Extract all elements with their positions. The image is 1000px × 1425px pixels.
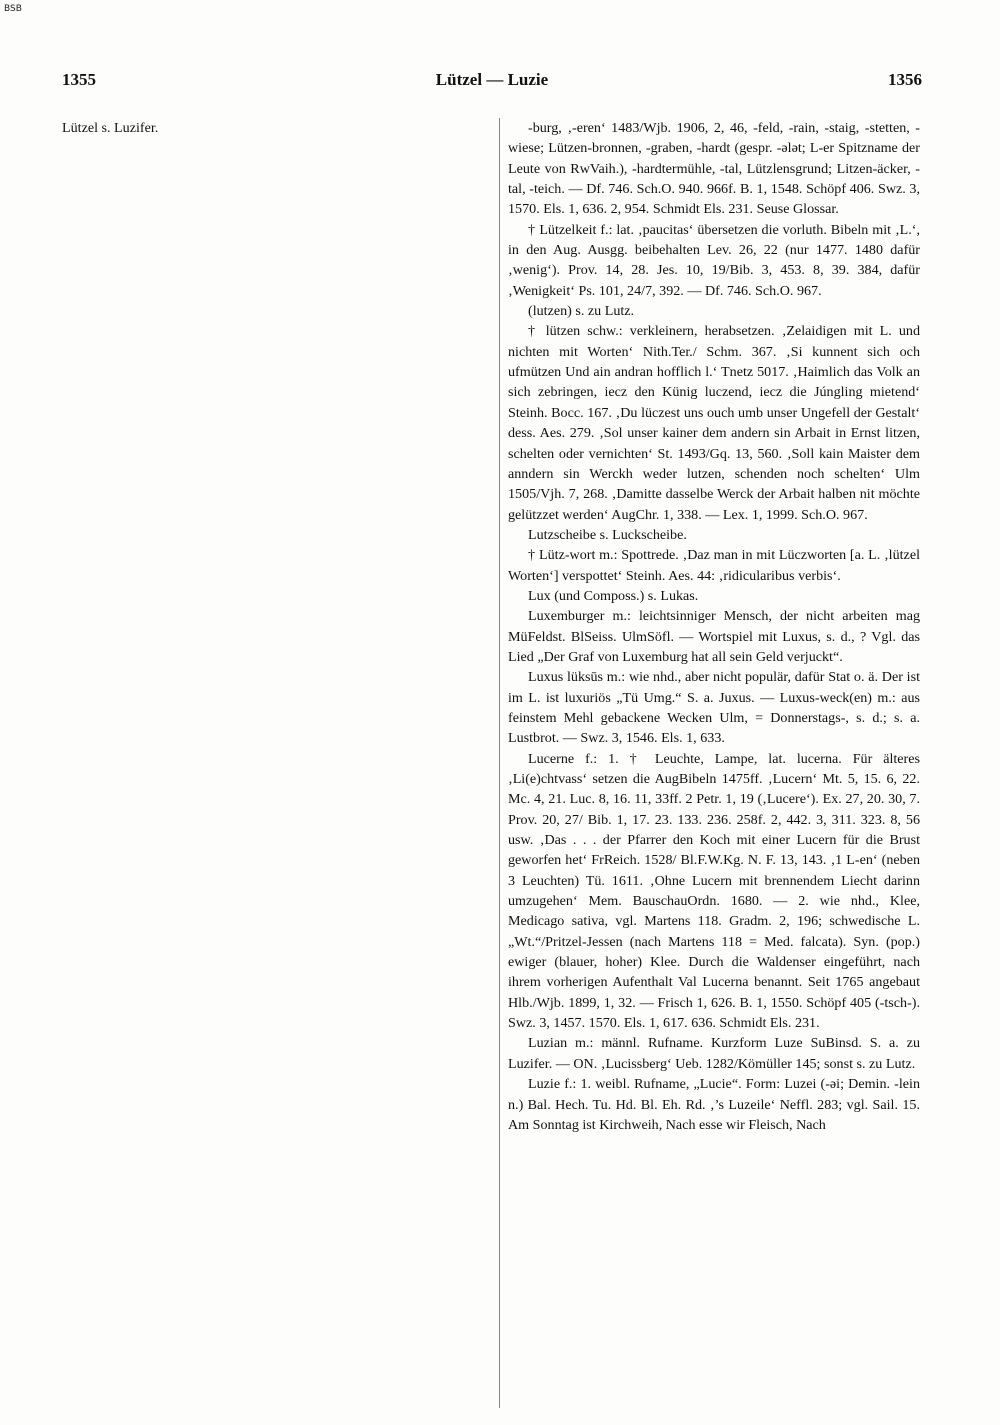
- entry-paragraph: Luxemburger m.: leichtsinniger Mensch, der nicht arbeiten mag MüFeldst. BlSeiss. UlmSöfl. — Wortspiel mit Luxus, s. d., ? Vgl. das Lied „Der Graf von Luxemburg hat all sein Geld verjuckt“.: [508, 608, 920, 665]
- page-number-right: 1356: [888, 70, 922, 89]
- page-number-left: 1355: [62, 70, 96, 89]
- entry-paragraph: Lutzscheibe s. Luckscheibe.: [528, 526, 687, 543]
- entry-paragraph: † Lützelkeit f.: lat. ‚paucitas‘ übersetzen die vorluth. Bibeln mit ‚L.‘, in den Aug. Ausgg. beibehalten Lev. 26, 22 (nur 1477. 1480 dafür ‚wenig‘). Prov. 14, 28. Jes. 10, 19/Bib. 3, 453. 8, 39. 384, dafür ‚Wenigkeit‘ Ps. 101, 24/7, 392. — Df. 746. Sch.O. 967.: [508, 221, 920, 299]
- entry-paragraph: † lützen schw.: verkleinern, herabsetzen. ‚Zelaidigen mit L. und nichten mit Worten‘ Nith.Ter./ Schm. 367. ‚Si kunnent sich och ufmützen Und ain andran hofflich l.‘ Tnetz 5017. ‚Haimlich das Volk an sich zebringen, iecz den Künig luczend, iecz die Júngling mietend‘ Steinh. Bocc. 167. ‚Du lüczest uns ouch umb unser Ungefell der Gestalt‘ dess. Aes. 279. ‚Sol unser kainer dem andern sin Arbait in Ernst litzen, schelten oder vernichten‘ St. 1493/Gq. 13, 560. ‚Soll kain Maister dem anndern sin Werckh weder lutzen, schenden noch schelten‘ Ulm 1505/Vjh. 7, 268. ‚Damitte dasselbe Werck der Arbait halben nit möchte gelützzet werden‘ AugChr. 1, 338. — Lex. 1, 1999. Sch.O. 967.: [508, 323, 920, 523]
- entry-paragraph: Lux (und Composs.) s. Lukas.: [528, 587, 699, 604]
- running-title: Lützel — Luzie: [435, 70, 549, 89]
- entry-paragraph: Luzie f.: 1. weibl. Rufname, „Lucie“. Form: Luzei (-əi; Demin. -lein n.) Bal. Hech. Tu. Hd. Bl. Eh. Rd. ‚’s Luzeile‘ Neffl. 283; vgl. Sail. 15. Am Sonntag ist Kirchweih, Nach esse wir Fleisch, Nach: [508, 1076, 920, 1133]
- right-column: [508, 118, 920, 1408]
- entry-paragraph: Lucerne f.: 1. † Leuchte, Lampe, lat. lucerna. Für älteres ‚Li(e)chtvass‘ setzen die AugBibeln 1475ff. ‚Lucern‘ Mt. 5, 15. 6, 22. Mc. 4, 21. Luc. 8, 16. 11, 33ff. 2 Petr. 1, 19 (‚Lucere‘). Ex. 27, 20. 30, 7. Prov. 20, 27/ Bib. 1, 17. 23. 133. 236. 258f. 2, 442. 3, 311. 323. 8, 56 usw. ‚Das . . . der Pfarrer den Koch mit einer Lucern für die Brust geworfen het‘ FrReich. 1528/ Bl.F.W.Kg. N. F. 13, 143. ‚1 L-en‘ (neben 3 Leuchten) Tü. 1611. ‚Ohne Lucern mit brennendem Liecht darinn umzugehen‘ Mem. BauschauOrdn. 1680. — 2. wie nhd., Klee, Medicago sativa, vgl. Martens 118. Gradm. 2, 196; schwedische L. „Wt.“/Pritzel-Jessen (nach Martens 118 = Med. falcata). Syn. (pop.) ewiger (blauer, hoher) Klee. Durch die Waldenser eingeführt, nach ihrem vorherigen Aufenthalt Val Lucerna benannt. Seit 1765 angebaut Hlb./Wjb. 1899, 1, 32. — Frisch 1, 626. B. 1, 1550. Schöpf 405 (-tsch-). Swz. 3, 1457. 1570. Els. 1, 617. 636. Schmidt Els. 231.: [508, 750, 920, 1032]
- page-header: [62, 70, 922, 96]
- entry-paragraph: † Lütz-wort m.: Spottrede. ‚Daz man in mit Lüczworten [a. L. ‚lützel Worten‘] verspottet‘ Steinh. Aes. 44: ‚ridicularibus verbis‘.: [508, 547, 920, 584]
- entry-paragraph: Luxus lüksūs m.: wie nhd., aber nicht populär, dafür Stat o. ä. Der ist im L. ist luxuriös „Tü Umg.“ S. a. Juxus. — Luxus-weck(en) m.: aus feinstem Mehl gebackene Wecken Ulm, = Donnerstags-, s. d.; s. a. Lustbrot. — Swz. 3, 1546. Els. 1, 633.: [508, 669, 920, 747]
- column-divider: [499, 118, 500, 1408]
- library-stamp: BSB: [4, 4, 22, 14]
- entry-paragraph: Lützel s. Luzifer.: [62, 120, 159, 136]
- entry-paragraph: Luzian m.: männl. Rufname. Kurzform Luze SuBinsd. S. a. zu Luzifer. — ON. ‚Lucissberg‘ Ueb. 1282/Kömüller 145; sonst s. zu Lutz.: [508, 1035, 920, 1072]
- left-column: [62, 118, 490, 1408]
- entry-paragraph: (lutzen) s. zu Lutz.: [528, 303, 635, 320]
- entry-paragraph: -burg, ‚-eren‘ 1483/Wjb. 1906, 2, 46, -feld, -rain, -staig, -stetten, -wiese; Lützen-bronnen, -graben, -hardt (gespr. -ələt; L-er Spitzname der Leute von RwVaih.), -hardtermühle, -tal, Lützlensgrund; Litzen-äcker, -tal, -teich. — Df. 746. Sch.O. 940. 966f. B. 1, 1548. Schöpf 406. Swz. 3, 1570. Els. 1, 636. 2, 954. Schmidt Els. 231. Seuse Glossar.: [508, 120, 920, 218]
